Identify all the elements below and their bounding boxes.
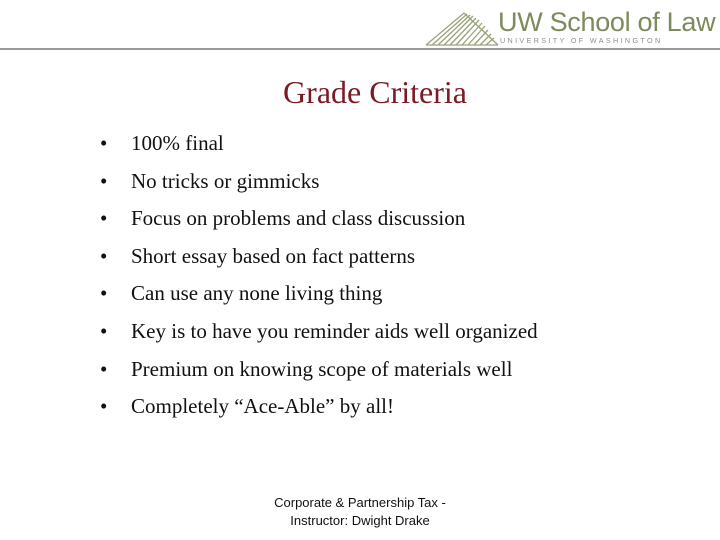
bullet-text: No tricks or gimmicks bbox=[131, 168, 320, 193]
slide-title: Grade Criteria bbox=[283, 74, 467, 110]
bullet-text: Key is to have you reminder aids well organized bbox=[131, 318, 538, 343]
bullet-icon: • bbox=[100, 243, 108, 268]
logo-fan-icon bbox=[424, 10, 500, 46]
header-divider bbox=[0, 48, 720, 50]
uw-law-logo bbox=[424, 7, 716, 46]
slide-footer bbox=[210, 494, 510, 530]
bullet-icon: • bbox=[100, 318, 108, 343]
bullet-icon: • bbox=[100, 206, 108, 231]
bullet-icon: • bbox=[100, 168, 108, 193]
bullet-text: Short essay based on fact patterns bbox=[131, 243, 416, 268]
logo-title: UW School of Law bbox=[498, 7, 716, 37]
bullet-icon: • bbox=[100, 394, 108, 419]
footer-instructor: Instructor: Dwight Drake bbox=[290, 513, 430, 528]
bullet-icon: • bbox=[100, 131, 108, 155]
bullet-text: Premium on knowing scope of materials well bbox=[131, 356, 513, 381]
footer-course: Corporate & Partnership Tax - bbox=[274, 495, 446, 510]
bullet-text: Focus on problems and class discussion bbox=[131, 206, 466, 231]
bullet-text: 100% final bbox=[131, 131, 224, 155]
bullet-icon: • bbox=[100, 281, 108, 306]
bullet-icon: • bbox=[100, 356, 108, 381]
bullet-text: Can use any none living thing bbox=[131, 281, 383, 306]
logo-subtitle: UNIVERSITY OF WASHINGTON bbox=[500, 36, 663, 45]
bullet-text: Completely “Ace-Able” by all! bbox=[131, 394, 394, 419]
